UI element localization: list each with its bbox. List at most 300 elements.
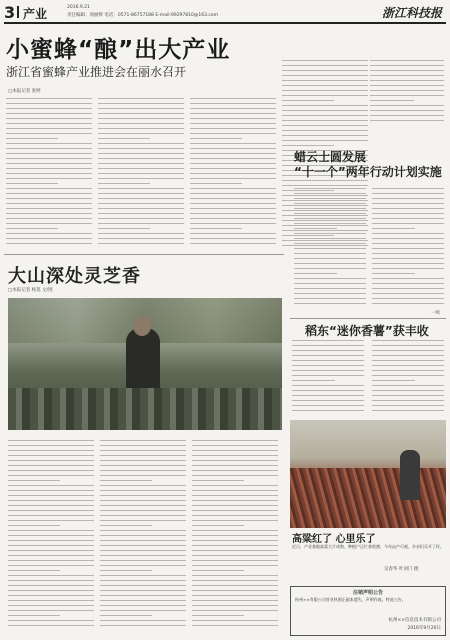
main-subheadline: 浙江省蜜蜂产业推进会在丽水召开 xyxy=(6,65,187,79)
text-line xyxy=(372,278,444,279)
text-line xyxy=(192,545,278,546)
text-line xyxy=(98,113,184,114)
text-line xyxy=(192,575,278,576)
text-line xyxy=(190,118,276,119)
text-line xyxy=(6,123,92,124)
text-line xyxy=(192,505,278,506)
text-line xyxy=(190,238,276,239)
text-line xyxy=(372,293,444,294)
text-line xyxy=(370,95,444,96)
text-line xyxy=(190,243,276,244)
text-line xyxy=(8,500,94,501)
text-line xyxy=(294,298,366,299)
text-line xyxy=(8,545,94,546)
text-line xyxy=(192,450,278,451)
text-line xyxy=(6,168,92,169)
text-line xyxy=(292,405,364,406)
text-line xyxy=(282,70,368,71)
text-line xyxy=(6,188,92,189)
editor-line: 责任编辑：项丽鲜 电话：0571-86757188 E-mail:99297810@163.com xyxy=(67,13,218,18)
text-line xyxy=(282,185,368,186)
text-line xyxy=(6,158,92,159)
text-line xyxy=(282,85,368,86)
text-line xyxy=(8,455,94,456)
text-line xyxy=(98,218,184,219)
text-line xyxy=(372,375,444,376)
text-line xyxy=(100,615,152,616)
text-line xyxy=(6,163,92,164)
text-line xyxy=(8,495,94,496)
text-line xyxy=(190,213,276,214)
notice-signer: 杭州××信息技术有限公司 xyxy=(388,618,441,623)
text-line xyxy=(192,445,278,446)
text-line xyxy=(294,203,366,204)
text-line xyxy=(370,120,444,121)
text-line xyxy=(192,440,278,441)
text-line xyxy=(8,555,94,556)
text-line xyxy=(8,575,94,576)
text-line xyxy=(372,380,415,381)
text-line xyxy=(192,555,278,556)
text-line xyxy=(8,585,94,586)
text-line xyxy=(100,570,152,571)
text-line xyxy=(100,560,186,561)
side-headline-line2: “十一个”两年行动计划实施 xyxy=(294,165,442,179)
text-line xyxy=(192,495,278,496)
text-line xyxy=(190,183,242,184)
text-line xyxy=(192,595,278,596)
text-line xyxy=(372,340,444,341)
text-line xyxy=(190,153,276,154)
text-line xyxy=(292,400,364,401)
text-line xyxy=(8,530,94,531)
text-line xyxy=(192,615,244,616)
text-line xyxy=(292,390,364,391)
text-line xyxy=(372,218,444,219)
text-line xyxy=(8,565,94,566)
header-rule xyxy=(4,22,446,24)
text-line xyxy=(294,198,366,199)
text-line xyxy=(372,303,444,304)
text-line xyxy=(372,345,444,346)
text-line xyxy=(190,148,276,149)
text-line xyxy=(192,500,278,501)
text-line xyxy=(372,263,444,264)
text-line xyxy=(100,440,186,441)
text-line xyxy=(192,620,278,621)
text-line xyxy=(294,288,366,289)
text-line xyxy=(294,223,366,224)
text-line xyxy=(8,570,60,571)
text-line xyxy=(192,470,278,471)
text-line xyxy=(8,440,94,441)
text-line xyxy=(190,133,276,134)
text-line xyxy=(292,375,364,376)
text-line xyxy=(100,485,186,486)
text-line xyxy=(190,218,276,219)
text-line xyxy=(98,178,184,179)
text-line xyxy=(294,248,366,249)
text-line xyxy=(370,60,444,61)
text-line xyxy=(6,218,92,219)
text-line xyxy=(8,540,94,541)
text-line xyxy=(192,525,244,526)
text-line xyxy=(370,105,444,106)
text-line xyxy=(6,118,92,119)
text-line xyxy=(190,138,242,139)
side-headline-line1: 蜡云士圆发展 xyxy=(294,150,367,164)
text-line xyxy=(100,450,186,451)
text-line xyxy=(190,233,276,234)
feature-photo xyxy=(8,298,282,430)
text-line xyxy=(100,575,186,576)
text-line xyxy=(8,600,94,601)
text-line xyxy=(8,525,60,526)
text-line xyxy=(100,500,186,501)
side-rule xyxy=(290,318,446,319)
text-line xyxy=(8,610,94,611)
main-story-body-col2 xyxy=(98,98,184,250)
text-line xyxy=(292,350,364,351)
text-line xyxy=(292,385,364,386)
feature-body-col2 xyxy=(100,440,186,630)
text-line xyxy=(8,620,94,621)
page-header xyxy=(4,3,446,21)
text-line xyxy=(100,565,186,566)
text-line xyxy=(372,355,444,356)
text-line xyxy=(100,475,186,476)
main-story-body-col5 xyxy=(370,60,444,126)
text-line xyxy=(370,80,444,81)
text-line xyxy=(6,193,92,194)
text-line xyxy=(6,173,92,174)
text-line xyxy=(294,188,366,189)
text-line xyxy=(190,108,276,109)
text-line xyxy=(8,520,94,521)
award-headline: 稻东“迷你香薯”获丰收 xyxy=(305,324,429,338)
text-line xyxy=(190,228,242,229)
award-body-col2 xyxy=(372,340,444,416)
text-line xyxy=(190,178,276,179)
text-line xyxy=(100,460,186,461)
text-line xyxy=(192,535,278,536)
text-line xyxy=(372,258,444,259)
text-line xyxy=(6,143,92,144)
text-line xyxy=(282,110,368,111)
text-line xyxy=(6,228,58,229)
text-line xyxy=(98,243,184,244)
text-line xyxy=(370,90,444,91)
text-line xyxy=(192,600,278,601)
text-line xyxy=(282,95,368,96)
text-line xyxy=(8,615,60,616)
text-line xyxy=(372,223,444,224)
main-story-body xyxy=(6,98,92,250)
text-line xyxy=(372,283,444,284)
text-line xyxy=(372,298,444,299)
text-line xyxy=(192,490,278,491)
text-line xyxy=(6,233,92,234)
text-line xyxy=(372,350,444,351)
text-line xyxy=(100,520,186,521)
main-headline: 小蜜蜂“酿”出大产业 xyxy=(6,37,231,63)
text-line xyxy=(100,465,186,466)
issue-date: 2016.9.21 xyxy=(67,5,90,10)
text-line xyxy=(282,80,368,81)
text-line xyxy=(190,123,276,124)
masthead-logo: 浙江科技报 xyxy=(381,6,442,20)
text-line xyxy=(98,233,184,234)
text-line xyxy=(98,158,184,159)
text-line xyxy=(8,595,94,596)
text-line xyxy=(294,208,366,209)
notice-box xyxy=(290,586,446,636)
text-line xyxy=(294,263,366,264)
text-line xyxy=(192,520,278,521)
text-line xyxy=(372,360,444,361)
text-line xyxy=(6,138,58,139)
notice-text: 杭州××有限公司营业执照正副本遗失，声明作废。特此公告。 xyxy=(295,597,406,602)
text-line xyxy=(192,590,278,591)
text-line xyxy=(294,273,337,274)
text-line xyxy=(372,243,444,244)
text-line xyxy=(8,475,94,476)
text-line xyxy=(98,148,184,149)
text-line xyxy=(6,148,92,149)
text-line xyxy=(98,138,150,139)
text-line xyxy=(8,515,94,516)
text-line xyxy=(8,445,94,446)
text-line xyxy=(282,60,368,61)
text-line xyxy=(190,143,276,144)
text-line xyxy=(370,70,444,71)
text-line xyxy=(372,253,444,254)
text-line xyxy=(100,445,186,446)
text-line xyxy=(282,105,368,106)
notice-title: 注销声明公告 xyxy=(352,590,383,596)
text-line xyxy=(294,218,366,219)
text-line xyxy=(294,278,366,279)
text-line xyxy=(282,120,368,121)
text-line xyxy=(192,460,278,461)
text-line xyxy=(100,580,186,581)
text-line xyxy=(292,360,364,361)
text-line xyxy=(6,203,92,204)
text-line xyxy=(8,510,94,511)
text-line xyxy=(192,515,278,516)
text-line xyxy=(100,610,186,611)
text-line xyxy=(372,273,415,274)
text-line xyxy=(282,145,334,146)
header-divider xyxy=(17,6,19,18)
text-line xyxy=(100,480,152,481)
text-line xyxy=(6,198,92,199)
text-line xyxy=(100,540,186,541)
text-line xyxy=(8,470,94,471)
text-line xyxy=(98,183,150,184)
text-line xyxy=(8,485,94,486)
text-line xyxy=(100,620,186,621)
text-line xyxy=(190,223,276,224)
text-line xyxy=(192,475,278,476)
text-line xyxy=(98,98,184,99)
text-line xyxy=(192,610,278,611)
text-line xyxy=(100,495,186,496)
text-line xyxy=(372,268,444,269)
award-body-col1 xyxy=(292,340,364,416)
text-line xyxy=(190,203,276,204)
text-line xyxy=(372,238,444,239)
text-line xyxy=(6,128,92,129)
text-line xyxy=(294,238,366,239)
text-line xyxy=(372,288,444,289)
text-line xyxy=(370,115,444,116)
text-line xyxy=(190,208,276,209)
text-line xyxy=(282,140,368,141)
photo-person-head xyxy=(133,316,151,336)
text-line xyxy=(372,248,444,249)
text-line xyxy=(292,345,364,346)
text-line xyxy=(190,128,276,129)
feature-headline: 大山深处灵芝香 xyxy=(8,266,141,287)
text-line xyxy=(98,153,184,154)
text-line xyxy=(192,565,278,566)
text-line xyxy=(8,560,94,561)
side-story-body-col2 xyxy=(372,188,444,308)
text-line xyxy=(100,600,186,601)
text-line xyxy=(294,303,366,304)
text-line xyxy=(190,188,276,189)
text-line xyxy=(192,550,278,551)
photo-credit: 吴春华 叶刘门 摄 xyxy=(384,567,419,572)
text-line xyxy=(100,590,186,591)
text-line xyxy=(192,530,278,531)
text-line xyxy=(8,465,94,466)
text-line xyxy=(190,168,276,169)
text-line xyxy=(8,490,94,491)
text-line xyxy=(100,515,186,516)
text-line xyxy=(100,535,186,536)
section-name: 产业 xyxy=(23,7,48,21)
text-line xyxy=(370,75,444,76)
text-line xyxy=(98,223,184,224)
text-line xyxy=(282,65,368,66)
column-rule xyxy=(4,254,284,255)
text-line xyxy=(8,460,94,461)
text-line xyxy=(100,550,186,551)
text-line xyxy=(100,545,186,546)
feature-body-col3 xyxy=(192,440,278,630)
text-line xyxy=(98,208,184,209)
text-line xyxy=(6,178,92,179)
page-number: 3 xyxy=(4,3,16,22)
text-line xyxy=(6,243,92,244)
text-line xyxy=(190,158,276,159)
text-line xyxy=(294,243,366,244)
text-line xyxy=(372,188,444,189)
text-line xyxy=(370,65,444,66)
text-line xyxy=(192,560,278,561)
text-line xyxy=(372,400,444,401)
text-line xyxy=(8,480,60,481)
text-line xyxy=(100,455,186,456)
text-line xyxy=(98,143,184,144)
main-story-body-col3 xyxy=(190,98,276,250)
text-line xyxy=(372,405,444,406)
text-line xyxy=(98,128,184,129)
text-line xyxy=(100,595,186,596)
main-byline: □本报记者 张婷 xyxy=(8,89,41,94)
text-line xyxy=(192,540,278,541)
text-line xyxy=(100,525,152,526)
text-line xyxy=(294,213,366,214)
photo-caption: 近日，产业基地高粱大片成熟，种植户正忙着收割，今年亩产可观，乡亲们乐开了怀。 xyxy=(292,544,444,549)
text-line xyxy=(292,395,364,396)
text-line xyxy=(100,605,186,606)
text-line xyxy=(6,98,92,99)
text-line xyxy=(6,213,92,214)
text-line xyxy=(372,390,444,391)
text-line xyxy=(282,90,368,91)
text-line xyxy=(372,198,444,199)
text-line xyxy=(98,213,184,214)
text-line xyxy=(282,130,368,131)
text-line xyxy=(100,555,186,556)
text-line xyxy=(294,258,366,259)
text-line xyxy=(8,625,94,626)
text-line xyxy=(98,118,184,119)
text-line xyxy=(282,180,368,181)
text-line xyxy=(294,253,366,254)
text-line xyxy=(98,188,184,189)
text-line xyxy=(372,395,444,396)
side-byline: 一鸣 xyxy=(431,311,440,316)
text-line xyxy=(192,625,278,626)
text-line xyxy=(370,85,444,86)
text-line xyxy=(190,163,276,164)
text-line xyxy=(6,108,92,109)
text-line xyxy=(98,228,150,229)
text-line xyxy=(292,380,335,381)
text-line xyxy=(98,123,184,124)
text-line xyxy=(100,530,186,531)
text-line xyxy=(372,370,444,371)
text-line xyxy=(190,103,276,104)
text-line xyxy=(98,103,184,104)
text-line xyxy=(98,238,184,239)
text-line xyxy=(294,233,366,234)
text-line xyxy=(192,570,244,571)
text-line xyxy=(6,153,92,154)
photo-farmer xyxy=(400,450,420,500)
text-line xyxy=(370,100,414,101)
notice-date: 2016年9月20日 xyxy=(407,626,441,631)
text-line xyxy=(192,455,278,456)
text-line xyxy=(98,168,184,169)
text-line xyxy=(372,203,444,204)
text-line xyxy=(190,98,276,99)
text-line xyxy=(372,365,444,366)
text-line xyxy=(98,133,184,134)
text-line xyxy=(282,115,368,116)
text-line xyxy=(8,590,94,591)
text-line xyxy=(98,108,184,109)
text-line xyxy=(292,365,364,366)
text-line xyxy=(192,485,278,486)
text-line xyxy=(192,580,278,581)
text-line xyxy=(190,173,276,174)
text-line xyxy=(372,410,444,411)
